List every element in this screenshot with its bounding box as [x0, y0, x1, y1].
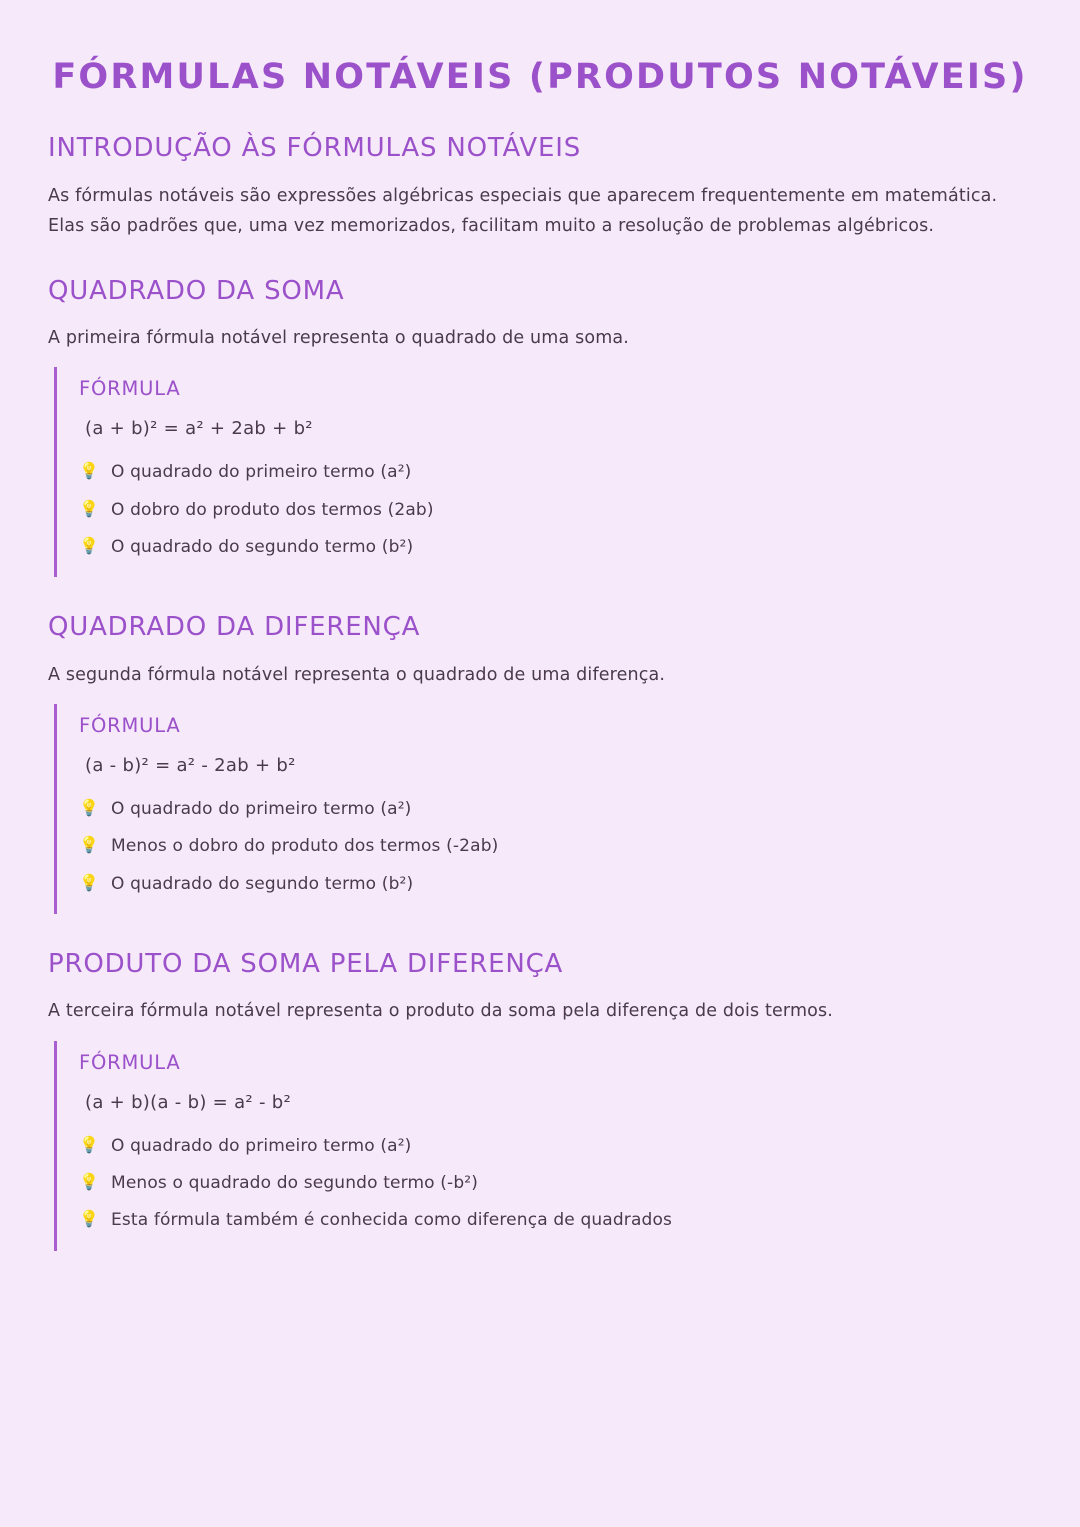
section-quadrado-da-soma — [48, 275, 1032, 578]
formula-callout — [54, 367, 1032, 577]
paragraph: As fórmulas notáveis são expressões algébricas especiais que aparecem frequentemente em matemática. — [48, 185, 998, 206]
formula-notes-list — [79, 1133, 1032, 1234]
list-item — [79, 1170, 1032, 1196]
list-item-label: O quadrado do segundo termo (b²) — [111, 536, 414, 557]
list-item — [79, 497, 1032, 523]
paragraph: A terceira fórmula notável representa o produto da soma pela diferença de dois termos. — [48, 1001, 833, 1022]
lightbulb-icon: 💡 — [79, 461, 100, 481]
list-item — [79, 1207, 1032, 1233]
lightbulb-icon: 💡 — [79, 1209, 100, 1229]
lightbulb-icon: 💡 — [79, 872, 100, 892]
list-item-label: O quadrado do primeiro termo (a²) — [111, 1135, 412, 1156]
lightbulb-icon: 💡 — [79, 498, 100, 518]
list-item-label: Menos o dobro do produto dos termos (-2ab) — [111, 836, 499, 857]
callout-label: FÓRMULA — [79, 1050, 181, 1074]
section-heading: INTRODUÇÃO ÀS FÓRMULAS NOTÁVEIS — [48, 133, 582, 163]
list-item-label: O quadrado do primeiro termo (a²) — [111, 798, 412, 819]
section-heading: QUADRADO DA DIFERENÇA — [48, 612, 421, 643]
page-title: FÓRMULAS NOTÁVEIS (PRODUTOS NOTÁVEIS) — [52, 57, 1028, 97]
formula-callout — [54, 704, 1032, 914]
section-quadrado-da-diferenca — [48, 611, 1032, 914]
section-heading: PRODUTO DA SOMA PELA DIFERENÇA — [48, 948, 564, 979]
paragraph: Elas são padrões que, uma vez memorizados, facilitam muito a resolução de problemas algébricos. — [48, 215, 935, 236]
list-item-label: O quadrado do segundo termo (b²) — [111, 873, 414, 894]
paragraph: A segunda fórmula notável representa o quadrado de uma diferença. — [48, 664, 666, 685]
formula-expression: (a + b)² = a² + 2ab + b² — [85, 418, 313, 440]
lightbulb-icon: 💡 — [79, 1134, 100, 1154]
formula-notes-list — [79, 796, 1032, 897]
list-item — [79, 534, 1032, 560]
list-item — [79, 871, 1032, 897]
section-produto-da-soma-pela-diferenca — [48, 948, 1032, 1251]
lightbulb-icon: 💡 — [79, 1171, 100, 1191]
callout-label: FÓRMULA — [79, 377, 181, 401]
formula-expression: (a + b)(a - b) = a² - b² — [85, 1091, 292, 1113]
callout-label: FÓRMULA — [79, 713, 181, 737]
lightbulb-icon: 💡 — [79, 835, 100, 855]
list-item — [79, 1133, 1032, 1159]
lightbulb-icon: 💡 — [79, 535, 100, 555]
list-item — [79, 833, 1032, 859]
list-item-label: O quadrado do primeiro termo (a²) — [111, 462, 412, 483]
section-heading: QUADRADO DA SOMA — [48, 275, 345, 306]
formula-expression: (a - b)² = a² - 2ab + b² — [85, 754, 296, 776]
list-item-label: Esta fórmula também é conhecida como diferença de quadrados — [111, 1210, 673, 1231]
list-item-label: O dobro do produto dos termos (2ab) — [111, 499, 434, 520]
lightbulb-icon: 💡 — [79, 797, 100, 817]
formula-notes-list — [79, 459, 1032, 560]
list-item — [79, 459, 1032, 485]
formula-callout — [54, 1041, 1032, 1251]
list-item-label: Menos o quadrado do segundo termo (-b²) — [111, 1172, 479, 1193]
section-introducao — [48, 132, 1032, 241]
list-item — [79, 796, 1032, 822]
paragraph: A primeira fórmula notável representa o quadrado de uma soma. — [48, 328, 629, 349]
